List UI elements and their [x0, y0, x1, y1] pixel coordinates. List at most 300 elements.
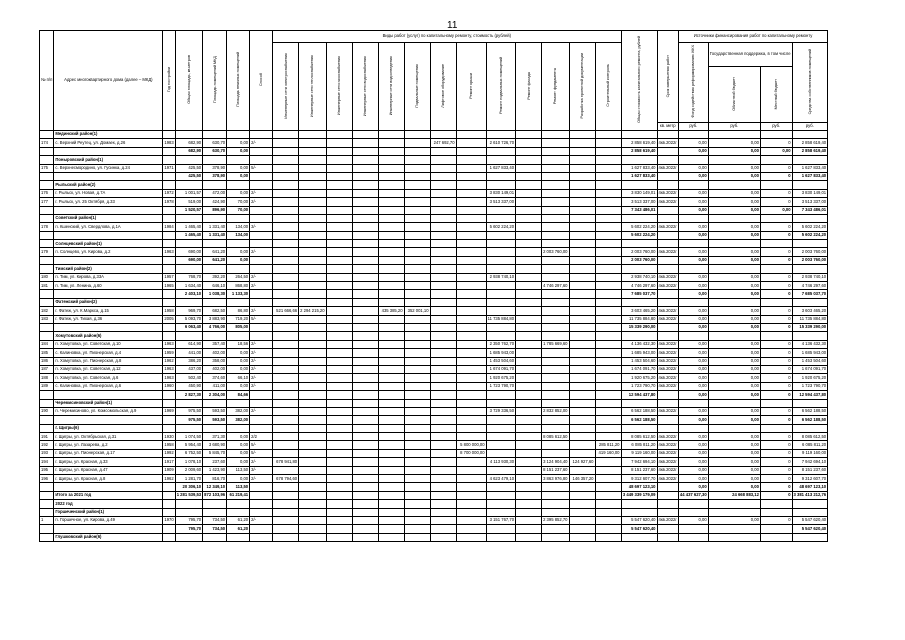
deadline-cell: 4кв.2022г — [657, 139, 678, 147]
local-cell: 0 — [760, 466, 792, 474]
empty-cell — [227, 214, 250, 222]
empty-cell — [542, 424, 569, 432]
empty-cell — [250, 332, 273, 340]
empty-cell — [378, 332, 404, 340]
section-title: Мединский район(1) — [54, 131, 163, 139]
work-cost-cell — [299, 449, 326, 457]
total-area-cell: 1 281,70 — [175, 475, 202, 483]
work-cost-cell — [486, 172, 515, 180]
fund-cell: 0,00 — [678, 172, 708, 180]
empty-cell — [792, 508, 828, 516]
empty-cell — [621, 298, 657, 306]
fund-cell: 0,00 — [678, 349, 708, 357]
empty-cell — [516, 131, 542, 139]
row-num: 191 — [40, 433, 54, 441]
total-area-cell: 6 752,50 — [175, 449, 202, 457]
empty-cell — [657, 131, 678, 139]
regional-cell: 0,00 — [708, 139, 760, 147]
total-cost-cell: 1 627 833,40 — [621, 172, 657, 180]
work-cost-cell — [299, 147, 326, 155]
work-cost-cell — [404, 256, 430, 264]
deadline-cell: 4кв.2022г — [657, 349, 678, 357]
work-cost-cell — [273, 349, 299, 357]
nonres-area-cell: 0,00 — [227, 449, 250, 457]
table-row — [40, 424, 828, 432]
work-cost-cell — [378, 206, 404, 214]
empty-cell — [657, 533, 678, 541]
work-cost-cell — [299, 374, 326, 382]
work-cost-cell — [486, 525, 515, 533]
address-cell: г. Щигры, ул. Красная, д.33 — [54, 458, 163, 466]
work-cost-cell — [516, 231, 542, 239]
empty-cell — [299, 181, 326, 189]
owners-cell: 1 723 790,70 — [792, 382, 828, 390]
levels-cell: 2/- — [250, 340, 273, 348]
work-cost-cell — [516, 307, 542, 315]
empty-cell — [299, 332, 326, 340]
levels-cell: 2/- — [250, 407, 273, 415]
empty-cell — [792, 298, 828, 306]
nonres-area-cell: 134,00 — [227, 231, 250, 239]
empty-cell — [708, 332, 760, 340]
work-cost-cell — [299, 340, 326, 348]
total-cost-cell: 4 136 432,30 — [621, 340, 657, 348]
total-cost-cell: 1 674 091,70 — [621, 365, 657, 373]
row-num — [40, 206, 54, 214]
work-cost-cell — [352, 147, 378, 155]
work-cost-cell — [542, 198, 569, 206]
address-cell: г. Рыльск, ул. Новая, д.7А — [54, 189, 163, 197]
nonres-area-cell: 61,20 — [227, 516, 250, 524]
row-num: 174 — [40, 139, 54, 147]
empty-cell — [273, 131, 299, 139]
work-cost-cell — [352, 365, 378, 373]
nonres-area-cell: 0,00 — [227, 441, 250, 449]
work-cost-cell — [569, 164, 595, 172]
work-cost-cell — [486, 449, 515, 457]
empty-cell — [430, 424, 456, 432]
work-cost-cell: 8 700 000,00 — [456, 449, 486, 457]
empty-cell — [203, 500, 227, 508]
empty-cell — [621, 131, 657, 139]
regional-cell: 0,00 — [708, 307, 760, 315]
empty-cell — [163, 156, 175, 164]
levels-cell — [250, 491, 273, 499]
work-cost-cell — [516, 139, 542, 147]
premises-area-cell: 357,40 — [203, 340, 227, 348]
empty-cell — [792, 181, 828, 189]
empty-cell — [163, 265, 175, 273]
work-cost-cell: 1 685 943,00 — [486, 349, 515, 357]
work-cost-cell — [326, 365, 352, 373]
work-cost-cell — [404, 231, 430, 239]
local-cell: 0 — [760, 282, 792, 290]
address-cell — [54, 483, 163, 491]
total-cost-cell: 9 312 607,70 — [621, 475, 657, 483]
local-cell: 0 — [760, 357, 792, 365]
work-cost-cell — [569, 231, 595, 239]
empty-cell — [569, 240, 595, 248]
premises-area-cell: 374,60 — [203, 374, 227, 382]
row-num — [40, 147, 54, 155]
work-cost-cell — [378, 282, 404, 290]
deadline-cell: 4кв.2022г — [657, 441, 678, 449]
work-cost-cell — [486, 433, 515, 441]
empty-cell — [595, 131, 621, 139]
empty-cell — [227, 131, 250, 139]
empty-cell — [792, 424, 828, 432]
deadline-cell: 4кв.2022г — [657, 307, 678, 315]
work-cost-cell — [404, 248, 430, 256]
total-area-cell: 2 009,60 — [175, 466, 202, 474]
work-cost-cell — [542, 491, 569, 499]
local-cell: 0 — [760, 349, 792, 357]
levels-cell: 3/- — [250, 466, 273, 474]
total-area-cell: 425,50 — [175, 172, 202, 180]
work-cost-cell — [430, 282, 456, 290]
work-cost-cell — [273, 256, 299, 264]
work-cost-cell — [456, 248, 486, 256]
nonres-area-cell: 805,00 — [227, 323, 250, 331]
work-cost-cell — [430, 307, 456, 315]
empty-cell — [542, 399, 569, 407]
address-cell: п. Хомутовка, ул. Советская, д.10 — [54, 340, 163, 348]
deadline-cell — [657, 231, 678, 239]
empty-cell — [227, 399, 250, 407]
work-cost-cell: 8 085 612,50 — [542, 433, 569, 441]
work-cost-cell — [378, 147, 404, 155]
work-cost-cell — [456, 323, 486, 331]
nonres-area-cell: 134,00 — [227, 223, 250, 231]
work-cost-cell — [542, 315, 569, 323]
premises-area-cell: 402,00 — [203, 349, 227, 357]
work-cost-cell — [595, 231, 621, 239]
col-area-nonres: Площадь нежилых помещений — [236, 52, 241, 108]
address-cell: п. Хомутовка, ул. Советская, д.12 — [54, 365, 163, 373]
empty-cell — [273, 500, 299, 508]
empty-cell — [163, 500, 175, 508]
empty-cell — [203, 533, 227, 541]
work-cost-cell — [542, 273, 569, 281]
address-cell: г. Рыльск, ул. 25 Октября, д.33 — [54, 198, 163, 206]
empty-cell — [163, 332, 175, 340]
work-cost-cell — [595, 206, 621, 214]
empty-cell — [352, 500, 378, 508]
empty-cell — [326, 500, 352, 508]
year-cell: 1909 — [163, 466, 175, 474]
work-cost-cell — [486, 466, 515, 474]
regional-cell: 0,00 — [708, 449, 760, 457]
work-cost-cell — [456, 273, 486, 281]
total-area-cell: 1 078,10 — [175, 458, 202, 466]
local-cell: 0 — [760, 416, 792, 424]
work-cost-cell — [326, 491, 352, 499]
address-cell — [54, 206, 163, 214]
col-work-electric: Инженерные сети электроснабжения — [283, 52, 288, 119]
table-row — [40, 475, 828, 483]
empty-cell — [542, 156, 569, 164]
row-num: 193 — [40, 449, 54, 457]
empty-cell — [378, 500, 404, 508]
work-cost-cell — [299, 256, 326, 264]
empty-cell — [678, 508, 708, 516]
work-cost-cell — [456, 433, 486, 441]
levels-cell: 5/- — [250, 315, 273, 323]
deadline-cell: 4кв.2022г — [657, 475, 678, 483]
premises-area-cell: 646,10 — [203, 282, 227, 290]
empty-cell — [595, 181, 621, 189]
col-owners: Средства собственников помещений — [807, 49, 812, 115]
work-cost-cell — [516, 525, 542, 533]
total-cost-cell: 48 697 123,10 — [621, 483, 657, 491]
total-cost-cell: 8 085 612,50 — [621, 433, 657, 441]
empty-cell — [430, 332, 456, 340]
work-cost-cell — [569, 223, 595, 231]
section-title: 2022 год — [54, 500, 163, 508]
work-cost-cell — [595, 139, 621, 147]
premises-area-cell: 816,70 — [203, 475, 227, 483]
work-cost-cell — [299, 382, 326, 390]
work-cost-cell — [404, 206, 430, 214]
work-cost-cell — [595, 483, 621, 491]
work-cost-cell — [569, 491, 595, 499]
work-cost-cell: 435 385,20 — [378, 307, 404, 315]
work-cost-cell — [516, 172, 542, 180]
empty-cell — [352, 533, 378, 541]
work-cost-cell — [404, 164, 430, 172]
work-cost-cell — [569, 273, 595, 281]
work-cost-cell — [273, 374, 299, 382]
regional-cell: 0,00 — [708, 189, 760, 197]
local-cell: 0 — [760, 340, 792, 348]
empty-cell — [430, 298, 456, 306]
total-cost-cell: 3 603 465,20 — [621, 307, 657, 315]
regional-cell: 0,00 — [708, 466, 760, 474]
row-num — [40, 391, 54, 399]
work-cost-cell — [569, 323, 595, 331]
owners-cell: 7 685 037,70 — [792, 290, 828, 298]
year-cell — [163, 483, 175, 491]
empty-cell — [175, 533, 202, 541]
work-cost-cell — [378, 164, 404, 172]
empty-cell — [486, 131, 515, 139]
nonres-area-cell: 0,00 — [227, 139, 250, 147]
empty-cell — [273, 214, 299, 222]
year-cell: 1992 — [163, 449, 175, 457]
empty-cell — [299, 424, 326, 432]
work-cost-cell — [378, 458, 404, 466]
work-cost-cell — [430, 382, 456, 390]
total-cost-cell: 3 449 339 179,09 — [621, 491, 657, 499]
work-cost-cell: 3 729 336,50 — [486, 407, 515, 415]
fund-cell: 0,00 — [678, 416, 708, 424]
empty-cell — [456, 265, 486, 273]
levels-cell: 2/- — [250, 458, 273, 466]
empty-cell — [273, 181, 299, 189]
work-cost-cell: 8 151 237,60 — [542, 466, 569, 474]
work-cost-cell — [486, 323, 515, 331]
nonres-area-cell: 113,50 — [227, 483, 250, 491]
work-cost-cell — [595, 365, 621, 373]
work-cost-cell — [430, 172, 456, 180]
work-cost-cell — [299, 475, 326, 483]
col-total-area: Общая площадь, кв.метров — [186, 55, 191, 105]
empty-cell — [163, 533, 175, 541]
work-cost-cell — [430, 248, 456, 256]
fund-cell: 0,00 — [678, 256, 708, 264]
levels-cell: 2/- — [250, 349, 273, 357]
total-area-cell: 441,00 — [175, 349, 202, 357]
work-cost-cell — [456, 516, 486, 524]
work-cost-cell — [378, 466, 404, 474]
owners-cell: 2 003 760,00 — [792, 256, 828, 264]
work-cost-cell — [299, 290, 326, 298]
owners-cell: 11 735 884,80 — [792, 315, 828, 323]
empty-cell — [456, 500, 486, 508]
owners-cell: 2 938 740,10 — [792, 273, 828, 281]
total-cost-cell: 3 830 149,01 — [621, 189, 657, 197]
work-cost-cell — [595, 374, 621, 382]
fund-cell: 0,00 — [678, 206, 708, 214]
fund-cell: 0,00 — [678, 483, 708, 491]
row-num: 178 — [40, 223, 54, 231]
work-cost-cell — [326, 416, 352, 424]
table-row — [40, 533, 828, 541]
work-cost-cell — [273, 357, 299, 365]
empty-cell — [456, 399, 486, 407]
table-row — [40, 156, 828, 164]
empty-cell — [542, 533, 569, 541]
work-cost-cell — [299, 516, 326, 524]
work-cost-cell — [352, 139, 378, 147]
year-cell: 1970 — [163, 516, 175, 524]
owners-cell: 4 746 297,60 — [792, 282, 828, 290]
work-cost-cell: 1 674 091,70 — [486, 365, 515, 373]
premises-area-cell: 358,00 — [203, 357, 227, 365]
year-cell: 1957 — [163, 273, 175, 281]
levels-cell: 2/- — [250, 382, 273, 390]
work-cost-cell — [352, 374, 378, 382]
work-cost-cell — [352, 198, 378, 206]
premises-area-cell: 378,90 — [203, 164, 227, 172]
address-cell: г. Щигры, ул. Красная, д.47 — [54, 466, 163, 474]
premises-area-cell: 378,90 — [203, 172, 227, 180]
work-cost-cell — [456, 416, 486, 424]
empty-cell — [273, 265, 299, 273]
empty-cell — [203, 131, 227, 139]
total-area-cell: 795,70 — [175, 516, 202, 524]
regional-cell: 0,00 — [708, 349, 760, 357]
regional-cell: 0,00 — [708, 172, 760, 180]
work-cost-cell — [516, 365, 542, 373]
work-cost-cell: 2 395 852,70 — [542, 516, 569, 524]
empty-cell — [299, 240, 326, 248]
table-row — [40, 172, 828, 180]
table-row — [40, 189, 828, 197]
fund-cell: 0,00 — [678, 198, 708, 206]
work-cost-cell — [516, 206, 542, 214]
empty-cell — [760, 214, 792, 222]
empty-cell — [404, 508, 430, 516]
unit-rub: руб. — [760, 123, 792, 131]
empty-cell — [595, 533, 621, 541]
year-cell: 1978 — [163, 198, 175, 206]
col-work-heat: Инженерные сети теплоснабжения — [310, 54, 315, 117]
empty-cell — [404, 332, 430, 340]
work-cost-cell — [299, 466, 326, 474]
row-num: 190 — [40, 407, 54, 415]
empty-cell — [542, 181, 569, 189]
row-num: 195 — [40, 466, 54, 474]
work-cost-cell — [595, 172, 621, 180]
work-cost-cell — [569, 441, 595, 449]
empty-cell — [595, 156, 621, 164]
empty-cell — [569, 298, 595, 306]
work-cost-cell — [352, 433, 378, 441]
nonres-area-cell: 61,20 — [227, 525, 250, 533]
empty-cell — [792, 533, 828, 541]
work-cost-cell — [378, 349, 404, 357]
fund-cell: 0,00 — [678, 164, 708, 172]
work-cost-cell — [430, 525, 456, 533]
work-cost-cell — [273, 365, 299, 373]
owners-cell: 9 312 607,70 — [792, 475, 828, 483]
deadline-cell: 4кв.2022г — [657, 198, 678, 206]
total-area-cell: 969,70 — [175, 307, 202, 315]
address-cell — [54, 290, 163, 298]
premises-area-cell: 682,50 — [203, 307, 227, 315]
empty-cell — [404, 533, 430, 541]
table-body — [40, 131, 828, 542]
work-cost-cell — [326, 516, 352, 524]
work-cost-cell — [516, 466, 542, 474]
work-cost-cell: 124 927,60 — [569, 458, 595, 466]
empty-cell — [708, 298, 760, 306]
empty-cell — [404, 240, 430, 248]
owners-cell: 8 151 237,60 — [792, 466, 828, 474]
deadline-cell — [657, 256, 678, 264]
empty-cell — [708, 214, 760, 222]
deadline-cell: 4кв.2022г — [657, 357, 678, 365]
row-num: 189 — [40, 382, 54, 390]
regional-cell: 0,00 — [708, 475, 760, 483]
work-cost-cell — [404, 382, 430, 390]
col-work-roof: Ремонт крыши — [469, 72, 474, 99]
local-cell: 0 — [760, 307, 792, 315]
work-cost-cell — [352, 491, 378, 499]
deadline-cell — [657, 206, 678, 214]
regional-cell: 0,00 — [708, 231, 760, 239]
row-num — [40, 491, 54, 499]
address-cell: г. Фатеж, ул. Тихая, д.36 — [54, 315, 163, 323]
fund-cell: 0,00 — [678, 449, 708, 457]
work-cost-cell — [456, 374, 486, 382]
empty-cell — [175, 298, 202, 306]
fund-cell: 0,00 — [678, 231, 708, 239]
section-title: Поныровский район(1) — [54, 156, 163, 164]
total-area-cell: 682,90 — [175, 147, 202, 155]
work-cost-cell — [595, 433, 621, 441]
table-row — [40, 374, 828, 382]
nonres-area-cell: 868,80 — [227, 282, 250, 290]
work-cost-cell: 419 160,00 — [595, 449, 621, 457]
work-cost-cell — [352, 256, 378, 264]
empty-cell — [456, 508, 486, 516]
owners-cell: 3 513 337,00 — [792, 198, 828, 206]
work-cost-cell — [542, 416, 569, 424]
empty-cell — [569, 214, 595, 222]
row-num — [40, 172, 54, 180]
